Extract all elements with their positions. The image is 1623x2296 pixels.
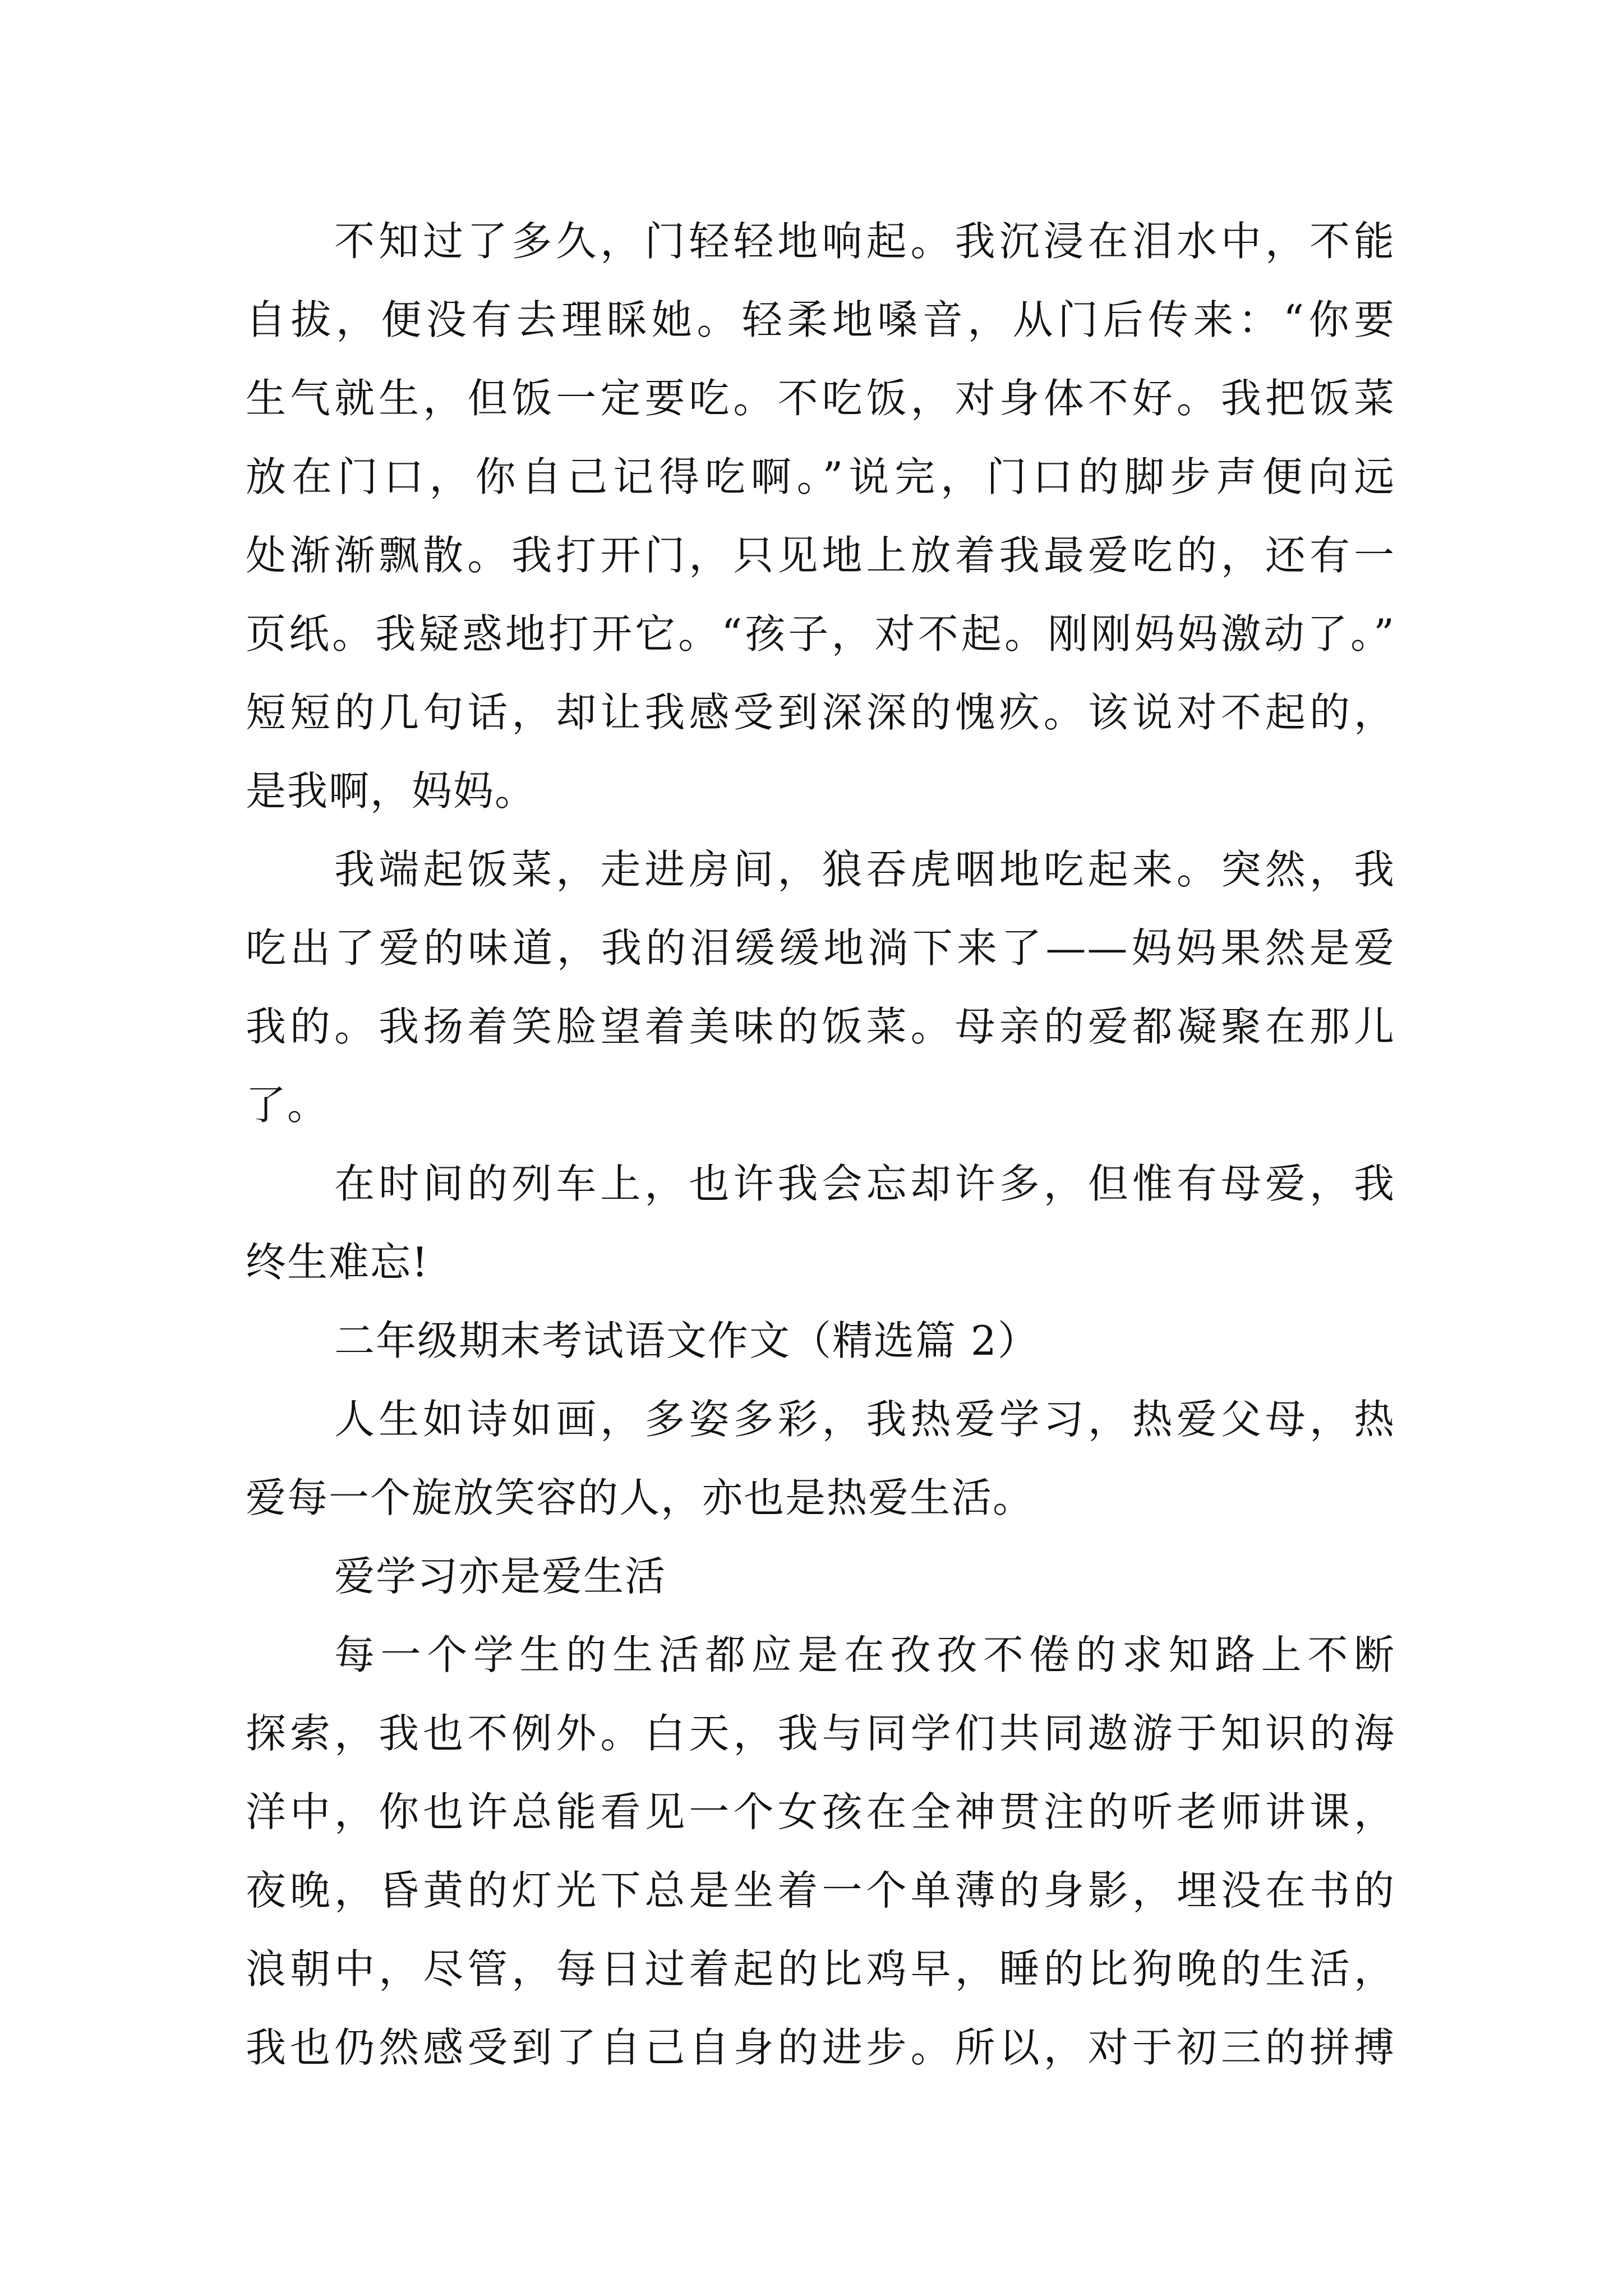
text-line: 我的。我扬着笑脸望着美味的饭菜。母亲的爱都凝聚在那儿 [246,1003,1395,1050]
text-line: 夜晚，昏黄的灯光下总是坐着一个单薄的身影，埋没在书的 [246,1867,1395,1914]
text-line: 了。 [246,1082,329,1129]
text-line: 不知过了多久，门轻轻地响起。我沉浸在泪水中，不能 [334,218,1395,265]
text-line: 页纸。我疑惑地打开它。“孩子，对不起。刚刚妈妈激动了。” [246,610,1395,657]
text-line: 我也仍然感受到了自己自身的进步。所以，对于初三的拼搏 [246,2024,1395,2071]
text-line: 探索，我也不例外。白天，我与同学们共同遨游于知识的海 [246,1710,1395,1757]
text-line: 人生如诗如画，多姿多彩，我热爱学习，热爱父母，热 [334,1396,1395,1443]
text-line: 爱每一个旋放笑容的人，亦也是热爱生活。 [246,1474,1035,1521]
text-line: 吃出了爱的味道，我的泪缓缓地淌下来了——妈妈果然是爱 [246,924,1395,972]
text-line: 放在门口，你自己记得吃啊。”说完，门口的脚步声便向远 [246,453,1395,500]
subheading: 爱学习亦是爱生活 [334,1553,667,1600]
text-line: 每一个学生的生活都应是在孜孜不倦的求知路上不断 [334,1631,1395,1678]
text-line: 浪朝中，尽管，每日过着起的比鸡早，睡的比狗晚的生活， [246,1945,1395,1993]
text-line: 短短的几句话，却让我感受到深深的愧疚。该说对不起的， [246,689,1395,736]
section-heading: 二年级期末考试语文作文（精选篇 2） [334,1317,1039,1364]
text-line: 洋中，你也许总能看见一个女孩在全神贯注的听老师讲课， [246,1788,1395,1835]
text-line: 在时间的列车上，也许我会忘却许多，但惟有母爱，我 [334,1160,1395,1207]
text-line: 自拔，便没有去理睬她。轻柔地嗓音，从门后传来：“你要 [246,296,1395,343]
text-line: 是我啊，妈妈。 [246,767,537,815]
text-line: 生气就生，但饭一定要吃。不吃饭，对身体不好。我把饭菜 [246,375,1395,422]
text-line: 终生难忘! [246,1239,429,1286]
text-line: 处渐渐飘散。我打开门，只见地上放着我最爱吃的，还有一 [246,532,1395,579]
text-line: 我端起饭菜，走进房间，狼吞虎咽地吃起来。突然，我 [334,846,1395,893]
